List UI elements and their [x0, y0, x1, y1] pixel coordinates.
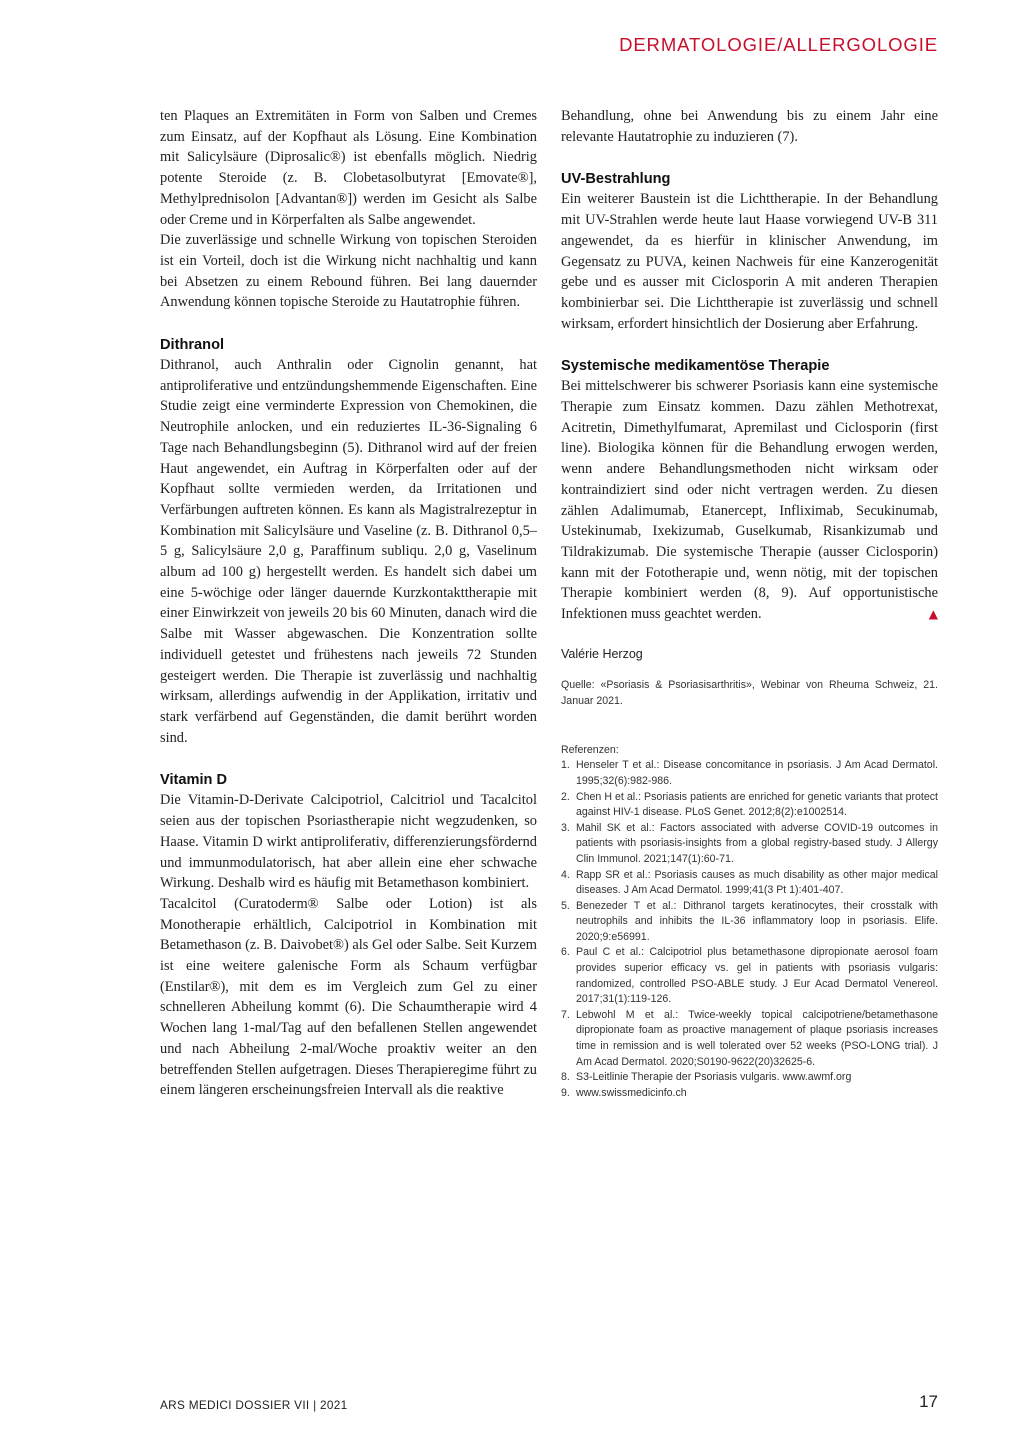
- reference-item: [561, 868, 938, 899]
- reference-number: 4.: [561, 868, 570, 881]
- reference-text: Lebwohl M et al.: Twice-weekly topical calcipotriene/betamethasone dipropionate foam as proactive management of plaque psoriasis increases time in remission and is well tolerated over 52 weeks (PSO-LONG trial). J Am Acad Dermatol. 2020;S0190-9622(20)32625-6.: [576, 1008, 938, 1068]
- reference-item: [561, 1070, 938, 1086]
- references-title: Referenzen:: [561, 743, 619, 756]
- reference-number: 1.: [561, 759, 570, 772]
- source-note: Quelle: «Psoriasis & Psoriasisarthritis», Webinar von Rheuma Schweiz, 21. Januar 2021.: [561, 678, 938, 707]
- paragraph: Die Vitamin-D-Derivate Calcipotriol, Calcitriol und Tacalcitol seien aus der topischen Psoriastherapie nicht wegzudenken, so Haase. Vitamin D wirkt antiproliferativ, differenzierungsfördernd und immunmodulatorisch, hat aber allein eine eher schwache Wirkung. Deshalb wird es häufig mit Betamethason kombiniert.: [160, 792, 537, 892]
- reference-item: [561, 1086, 938, 1102]
- reference-text: Henseler T et al.: Disease concomitance in psoriasis. J Am Acad Dermatol. 1995;32(6):982-986.: [576, 759, 938, 787]
- heading-systemische-therapie: Systemische medikamentöse Therapie: [561, 358, 830, 375]
- reference-text: Mahil SK et al.: Factors associated with adverse COVID-19 outcomes in patients with psoriasis-insights from a global registry-based study. J Allergy Clin Immunol. 2021;147(1):60-71.: [576, 821, 938, 865]
- reference-number: 2.: [561, 790, 570, 803]
- heading-uv-bestrahlung: UV-Bestrahlung: [561, 171, 671, 188]
- paragraph: Tacalcitol (Curatoderm® Salbe oder Lotion) ist als Monotherapie erhältlich, Calcipotriol in Kombination mit Betamethason (z. B. Daivobet®) als Gel oder Salbe. Seit Kurzem ist eine weitere galenische Form als Schaum verfügbar (Enstilar®), mit dem es im Vergleich zum Gel zu einer schnelleren Abheilung kommt (6). Die Schaumtherapie wird 4 Wochen lang 1-mal/Tag auf den befallenen Stellen angewendet und nach Abheilung 2-mal/Woche proaktiv weiter an den betreffenden Stellen aufgetragen. Dieses Therapieregime führt zu einem längeren erscheinungsfreien Intervall als die reaktive: [160, 895, 537, 1099]
- author-name: Valérie Herzog: [561, 646, 643, 661]
- reference-item: [561, 899, 938, 946]
- reference-number: 3.: [561, 821, 570, 834]
- paragraph: ten Plaques an Extremitäten in Form von Salben und Cremes zum Einsatz, auf der Kopfhaut als Lösung. Eine Kombination mit Salicylsäure (Diprosalic®) ist ebenfalls möglich. Niedrig potente Steroide (z. B. Clobetasolbutyrat [Emovate®], Methylprednisolon [Advantan®]) werden im Gesicht als Salbe oder Creme und in Körperfalten als Salbe angewendet.: [160, 108, 537, 228]
- end-of-article-triangle-icon: ▲: [928, 607, 938, 622]
- reference-text: Paul C et al.: Calcipotriol plus betamethasone dipropionate aerosol foam provides superior efficacy vs. gel in patients with psoriasis vulgaris: randomized, controlled PSO-ABLE study. J Eur Acad Dermatol Venereol. 2017;31(1):119-126.: [576, 946, 938, 1006]
- reference-item: [561, 945, 938, 1007]
- left-column: [160, 106, 537, 1101]
- reference-item: [561, 790, 938, 821]
- paragraph: Die zuverlässige und schnelle Wirkung von topischen Steroiden ist ein Vorteil, doch ist die Wirkung nicht nachhaltig und kann bei Absetzen zu einem Rebound führen. Bei lang dauernder Anwendung können topische Steroide zu Hautatrophie führen.: [160, 232, 537, 311]
- page-number: 17: [919, 1392, 938, 1411]
- reference-number: 7.: [561, 1008, 570, 1021]
- reference-item: [561, 1008, 938, 1070]
- paragraph: Ein weiterer Baustein ist die Lichttherapie. In der Behandlung mit UV-Strahlen werde heute laut Haase vorwiegend UV-B 311 angewendet, da es hierfür in klinischer Anwendung, im Gegensatz zu PUVA, keinen Nachweis für eine Kanzerogenität gebe und es ausser mit Ciclosporin A mit anderen Therapien kombinierbar sei. Die Lichttherapie ist zuverlässig und schnell wirksam, erfordert hinsichtlich der Dosierung aber Erfahrung.: [561, 191, 938, 332]
- footer-publication: ARS MEDICI DOSSIER VII | 2021: [160, 1398, 348, 1412]
- heading-vitamin-d: Vitamin D: [160, 772, 228, 789]
- paragraph-text: Bei mittelschwerer bis schwerer Psoriasis kann eine systemische Therapie zum Einsatz kommen. Dazu zählen Methotrexat, Acitretin, Dimethylfumarat, Apremilast und Ciclosporin (first line). Biologika können für die Behandlung erwogen werden, wenn andere Behandlungsmethoden nicht wirksam oder kontraindiziert sind oder nicht vertragen werden. Zu diesen zählen Adalimumab, Etanercept, Infliximab, Secukinumab, Ustekinumab, Ixekizumab, Guselkumab, Risankizumab und Tildrakizumab. Die systemische Therapie (ausser Ciclosporin) kann mit der Fototherapie und, wenn nötig, mit der topischen Therapie kombiniert werden (8, 9). Auf opportunistische Infektionen muss geachtet werden.: [561, 378, 938, 623]
- reference-text: Rapp SR et al.: Psoriasis causes as much disability as other major medical diseases. J Am Acad Dermatol. 1999;41(3 Pt 1):401-407.: [576, 868, 938, 897]
- reference-text: www.swissmedicinfo.ch: [576, 1086, 687, 1099]
- reference-text: S3-Leitlinie Therapie der Psoriasis vulgaris. www.awmf.org: [576, 1071, 852, 1084]
- reference-number: 6.: [561, 946, 570, 959]
- reference-item: [561, 821, 938, 868]
- reference-text: Chen H et al.: Psoriasis patients are enriched for genetic variants that protect against HIV-1 disease. PLoS Genet. 2012;8(2):e1002514.: [576, 790, 938, 819]
- reference-number: 5.: [561, 899, 570, 912]
- references-list: [561, 758, 938, 1101]
- reference-number: 8.: [561, 1071, 570, 1084]
- heading-dithranol: Dithranol: [160, 337, 225, 354]
- reference-number: 9.: [561, 1086, 570, 1099]
- right-column: [561, 106, 938, 1101]
- reference-item: [561, 758, 938, 789]
- paragraph: Behandlung, ohne bei Anwendung bis zu einem Jahr eine relevante Hautatrophie zu induzieren (7).: [561, 108, 938, 145]
- section-label: DERMATOLOGIE/ALLERGOLOGIE: [619, 34, 938, 55]
- reference-text: Benezeder T et al.: Dithranol targets keratinocytes, their crosstalk with neutrophils and inhibits the IL-36 inflammatory loop in psoriasis. Elife. 2020;9:e56991.: [576, 899, 938, 943]
- paragraph: Dithranol, auch Anthralin oder Cignolin genannt, hat antiproliferative und entzündungshemmende Eigenschaften. Eine Studie zeigt eine verminderte Expression von Chemokinen, die Neutrophile anlocken, und ein reduziertes IL-36-Signaling 6 Tage nach Behandlungsbeginn (5). Dithranol wird auf der freien Haut angewendet, ein Auftrag in Körperfalten oder auf der Kopfhaut sollte vermieden werden, da Irritationen und Verfärbungen auftreten können. Es kann als Magistralrezeptur in Kombination mit Salicylsäure und Vaseline (z. B. Dithranol 0,5–5 g, Salicylsäure 2,0 g, Paraffinum subliqu. 2,0 g, Vaselinum album ad 100 g) hergestellt werden. Es handelt sich dabei um eine 5-wöchige oder länger dauernde Kurzkontakttherapie mit einer Einwirkzeit von jeweils 20 bis 60 Minuten, danach wird die Salbe mit Wasser abgewaschen. Die Konzentration sollte individuell getestet und frühestens nach jeweils 72 Stunden gesteigert werden. Die Therapie ist zuverlässig und nachhaltig wirksam, allerdings aufwendig in der Applikation, irritativ und stark verfärbend auf Gegenständen, die damit berührt worden sind.: [160, 357, 537, 746]
- paragraph: [561, 376, 938, 624]
